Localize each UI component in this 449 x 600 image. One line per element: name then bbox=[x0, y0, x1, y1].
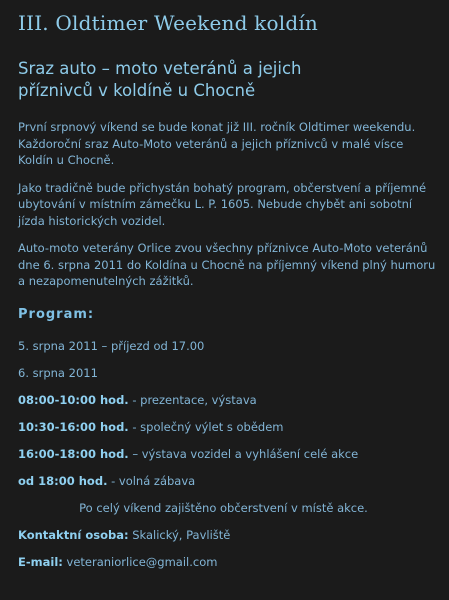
email-label: E-mail: bbox=[18, 554, 63, 569]
schedule-time: 10:30-16:00 hod. bbox=[18, 419, 129, 434]
schedule-desc: - volná zábava bbox=[107, 473, 196, 488]
event-subtitle bbox=[18, 58, 439, 102]
contact-email bbox=[18, 554, 439, 570]
schedule-desc: - prezentace, výstava bbox=[128, 392, 257, 407]
refreshment-note: Po celý víkend zajištěno občerstvení v místě akce. bbox=[79, 500, 368, 515]
schedule-item bbox=[18, 419, 439, 435]
intro-paragraph: První srpnový víkend se bude konat již III. ročník Oldtimer weekendu. Každoroční sraz Auto-Moto veteránů a jejich příznivců v malé vísce Koldín u Chocně. bbox=[18, 120, 416, 167]
day-1-line: 5. srpna 2011 – příjezd od 17.00 bbox=[18, 338, 205, 353]
contact-person bbox=[18, 527, 439, 543]
subtitle-line-1: Sraz auto – moto veteránů a jejich bbox=[18, 59, 302, 78]
schedule-desc: – výstava vozidel a vyhlášení celé akce bbox=[128, 446, 359, 461]
page-title: III. Oldtimer Weekend koldín bbox=[18, 11, 318, 35]
schedule-item bbox=[18, 446, 439, 462]
subtitle-line-2: příznivců v koldíně u Chocně bbox=[18, 81, 256, 100]
schedule-time: od 18:00 hod. bbox=[18, 473, 108, 488]
schedule-time: 16:00-18:00 hod. bbox=[18, 446, 129, 461]
email-value[interactable]: veteraniorlice@gmail.com bbox=[62, 554, 218, 569]
schedule-desc: - společný výlet s obědem bbox=[128, 419, 284, 434]
schedule-item bbox=[18, 392, 439, 408]
program-heading: Program: bbox=[18, 306, 95, 322]
day-2-line: 6. srpna 2011 bbox=[18, 365, 98, 380]
program-paragraph: Jako tradičně bude přichystán bohatý program, občerstvení a příjemné ubytování v místním zámečku L. P. 1605. Nebude chybět ani sobotní jízda historických vozidel. bbox=[18, 180, 427, 228]
invitation-paragraph: Auto-moto veterány Orlice zvou všechny příznivce Auto-Moto veteránů dne 6. srpna 2011 do Koldína u Chocně na příjemný víkend plný humoru a nezapomenutelných zážitků. bbox=[18, 241, 436, 288]
schedule-time: 08:00-10:00 hod. bbox=[18, 392, 129, 407]
contact-label: Kontaktní osoba: bbox=[18, 527, 129, 542]
schedule-item bbox=[18, 473, 439, 489]
contact-value: Skalický, Pavliště bbox=[128, 527, 231, 542]
